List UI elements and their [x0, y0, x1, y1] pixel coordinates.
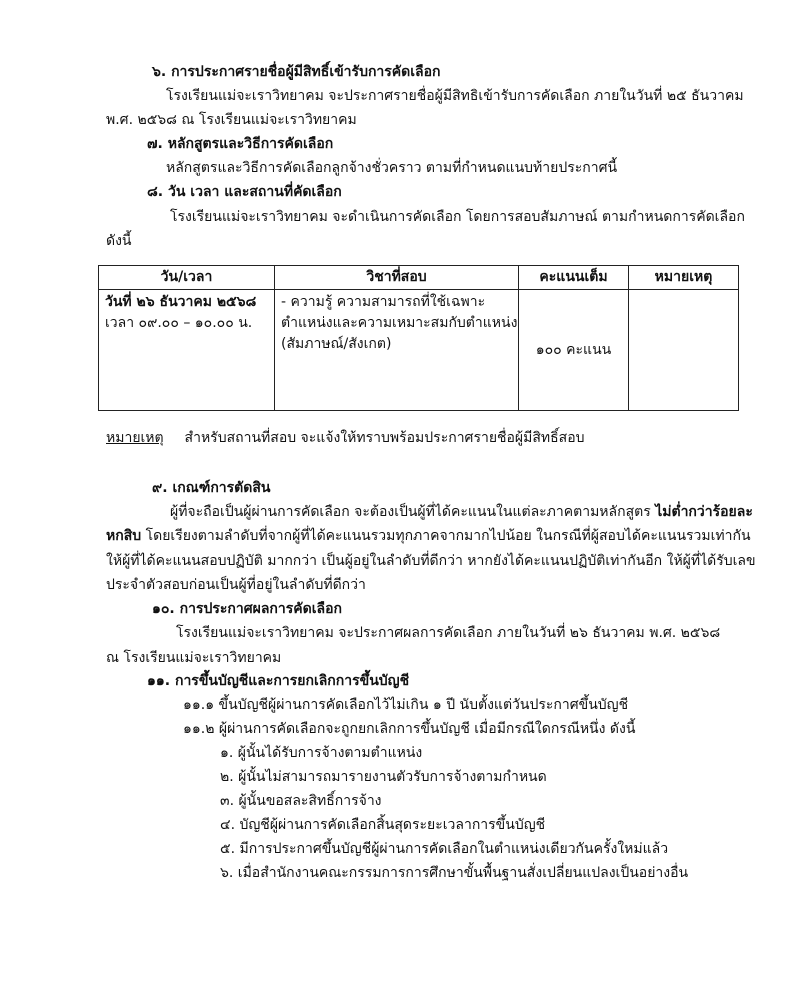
- section9-text-line4: ประจำตัวสอบก่อนเป็นผู้ที่อยู่ในลำดับที่ดีกว่า: [106, 577, 366, 593]
- cell-remark: [629, 290, 739, 411]
- section6-text-line2: พ.ศ. ๒๕๖๘ ณ โรงเรียนแม่จะเราวิทยาคม: [106, 112, 357, 128]
- section9-text-line1: [170, 502, 753, 522]
- section11-subitem: ๔. บัญชีผู้ผ่านการคัดเลือกสิ้นสุดระยะเวลาการขึ้นบัญชี: [220, 817, 546, 833]
- section11-subitem: ๓. ผู้นั้นขอสละสิทธิ์การจ้าง: [220, 793, 382, 809]
- section9-heading: ๙. เกณฑ์การตัดสิน: [152, 480, 271, 496]
- section6-text-line1: โรงเรียนแม่จะเราวิทยาคม จะประกาศรายชื่อผู้มีสิทธิเข้ารับการคัดเลือก ภายในวันที่ ๒๕ ธันวาคม: [166, 88, 744, 104]
- subject-line: (สัมภาษณ์/สังเกต): [281, 336, 392, 352]
- section9-text-line3: ให้ผู้ที่ได้คะแนนสอบปฏิบัติ มากกว่า เป็นผู้อยู่ในลำดับที่ดีกว่า หากยังได้คะแนนปฏิบัติเท่ากันอีก ให้ผู้ที่ได้รับเลข: [106, 553, 756, 569]
- section9-text-line2: [106, 526, 751, 546]
- note-text: สำหรับสถานที่สอบ จะแจ้งให้ทราบพร้อมประกาศรายชื่อผู้มีสิทธิ์สอบ: [184, 430, 585, 446]
- table-header-row: [99, 266, 739, 290]
- section7-text-line1: หลักสูตรและวิธีการคัดเลือกลูกจ้างชั่วคราว ตามที่กำหนดแนบท้ายประกาศนี้: [166, 160, 618, 176]
- section11-subitem: ๕. มีการประกาศขึ้นบัญชีผู้ผ่านการคัดเลือกในตำแหน่งเดียวกันครั้งใหม่แล้ว: [220, 841, 669, 857]
- note-label: หมายเหตุ: [106, 430, 164, 446]
- section9-emphasis: ไม่ต่ำกว่าร้อยละ: [655, 504, 753, 520]
- section10-text-line2: ณ โรงเรียนแม่จะเราวิทยาคม: [106, 650, 282, 666]
- cell-subject: [275, 290, 519, 411]
- subject-line: ตำแหน่งและความเหมาะสมกับตำแหน่ง: [281, 315, 518, 331]
- cell-date-time: [99, 290, 275, 411]
- section8-heading: ๘. วัน เวลา และสถานที่คัดเลือก: [147, 184, 342, 200]
- cell-score: ๑๐๐ คะแนน: [519, 290, 629, 411]
- section7-heading: ๗. หลักสูตรและวิธีการคัดเลือก: [147, 136, 334, 152]
- subject-line: - ความรู้ ความสามารถที่ใช้เฉพาะ: [281, 294, 486, 310]
- section11-subitem: ๒. ผู้นั้นไม่สามารถมารายงานตัวรับการจ้างตามกำหนด: [220, 769, 547, 785]
- section8-text-line1: โรงเรียนแม่จะเราวิทยาคม จะดำเนินการคัดเลือก โดยการสอบสัมภาษณ์ ตามกำหนดการคัดเลือก: [170, 209, 745, 225]
- section11-subitem: ๖. เมื่อสำนักงานคณะกรรมการการศึกษาขั้นพื้นฐานสั่งเปลี่ยนแปลงเป็นอย่างอื่น: [220, 865, 689, 881]
- section9-text: โดยเรียงตามลำดับที่จากผู้ที่ได้คะแนนรวมทุกภาคจากมากไปน้อย ในกรณีที่ผู้สอบได้คะแนนรวมเท่ากัน: [141, 528, 751, 544]
- exam-date: วันที่ ๒๖ ธันวาคม ๒๕๖๘: [105, 294, 257, 310]
- section9-text: ผู้ที่จะถือเป็นผู้ผ่านการคัดเลือก จะต้องเป็นผู้ที่ได้คะแนนในแต่ละภาคตามหลักสูตร: [170, 504, 656, 520]
- section11-subitem: ๑. ผู้นั้นได้รับการจ้างตามตำแหน่ง: [220, 745, 423, 761]
- header-remark: หมายเหตุ: [629, 266, 739, 290]
- section6-heading: ๖. การประกาศรายชื่อผู้มีสิทธิ์เข้ารับการคัดเลือก: [152, 64, 441, 80]
- section9-emphasis: หกสิบ: [106, 528, 142, 544]
- table-note: [106, 428, 585, 448]
- header-full-score: คะแนนเต็ม: [519, 266, 629, 290]
- exam-time: เวลา ๐๙.๐๐ – ๑๐.๐๐ น.: [105, 315, 253, 331]
- header-date-time: วัน/เวลา: [99, 266, 275, 290]
- section10-heading: ๑๐. การประกาศผลการคัดเลือก: [152, 601, 342, 617]
- section10-text-line1: โรงเรียนแม่จะเราวิทยาคม จะประกาศผลการคัดเลือก ภายในวันที่ ๒๖ ธันวาคม พ.ศ. ๒๕๖๘: [176, 625, 721, 641]
- section11-item1: ๑๑.๑ ขึ้นบัญชีผู้ผ่านการคัดเลือกไว้ไม่เกิน ๑ ปี นับตั้งแต่วันประกาศขึ้นบัญชี: [183, 697, 629, 713]
- section11-item2: ๑๑.๒ ผู้ผ่านการคัดเลือกจะถูกยกเลิกการขึ้นบัญชี เมื่อมีกรณีใดกรณีหนึ่ง ดังนี้: [183, 721, 636, 737]
- section8-text-line2: ดังนี้: [106, 233, 132, 249]
- exam-schedule-table: [98, 265, 739, 411]
- section11-heading: ๑๑. การขึ้นบัญชีและการยกเลิกการขึ้นบัญชี: [147, 673, 410, 689]
- table-row: [99, 290, 739, 411]
- header-subject: วิชาที่สอบ: [275, 266, 519, 290]
